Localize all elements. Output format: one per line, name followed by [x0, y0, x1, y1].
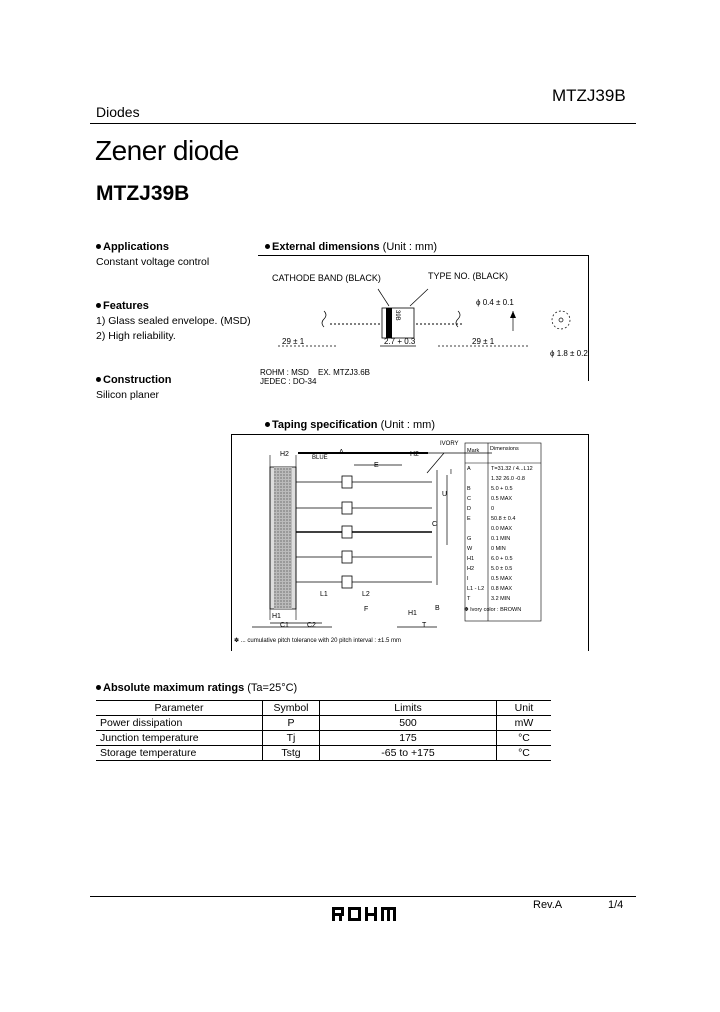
revision-label: Rev.A [533, 899, 563, 911]
ivory-label: IVORY [440, 441, 459, 447]
dim-l2: L2 [362, 591, 370, 598]
spec-row [465, 535, 541, 545]
spec-value: 1.32 26.0 -0.8 [491, 476, 525, 482]
body-marking: 39B [394, 310, 400, 321]
dim-h2-right: H2 [410, 451, 419, 458]
spec-mark: H1 [467, 556, 475, 562]
taping-diagram [231, 434, 589, 651]
spec-mark: C [467, 496, 471, 502]
spec-row [465, 515, 541, 525]
type-no-label: TYPE NO. (BLACK) [428, 271, 509, 281]
spec-value: 0.1 MIN [491, 536, 511, 542]
table-cell: Junction temperature [96, 731, 263, 746]
external-dimensions-diagram [258, 255, 589, 386]
table-cell: °C [497, 731, 552, 746]
dim-t: T [422, 622, 427, 629]
rohm-logo-icon [332, 907, 396, 921]
column-header: Parameter [96, 701, 263, 716]
table-cell: Power dissipation [96, 716, 263, 731]
applications-heading: Applications [96, 241, 169, 253]
features-item: 1) Glass sealed envelope. (MSD) [96, 315, 251, 327]
table-cell: °C [497, 746, 552, 761]
spec-value: T=31.32 / 4...L12 [491, 466, 533, 472]
dim-f: F [364, 606, 369, 613]
left-lead-dimension: 29 ± 1 [282, 337, 305, 346]
spec-mark: B [467, 486, 471, 492]
table-row [96, 746, 551, 761]
spec-value: 50.8 ± 0.4 [491, 516, 516, 522]
spec-mark: E [467, 516, 471, 522]
bullet-icon [96, 377, 101, 382]
dim-c: C [432, 521, 438, 528]
jedec-note: JEDEC : DO-34 [260, 377, 317, 386]
spec-row [465, 555, 541, 565]
table-cell: P [263, 716, 320, 731]
dim-e: E [374, 462, 379, 469]
taping-spec-table [465, 443, 541, 621]
spec-mark: I [467, 576, 469, 582]
table-row [96, 716, 551, 731]
spec-head-dim: Dimensions [490, 446, 519, 452]
spec-mark: L1 - L2 [467, 586, 485, 592]
bullet-icon [96, 303, 101, 308]
header-category: Diodes [96, 104, 140, 120]
page-subtitle: MTZJ39B [96, 182, 190, 205]
spec-row [465, 475, 541, 485]
spec-mark: D [467, 506, 471, 512]
ratings-heading: Absolute maximum ratings (Ta=25°C) [96, 682, 297, 694]
right-lead-dimension: 29 ± 1 [472, 337, 495, 346]
dim-h1-right: H1 [408, 610, 417, 617]
spec-row [465, 545, 541, 555]
dim-l1: L1 [320, 591, 328, 598]
spec-head-mark: Mark [467, 448, 480, 454]
dim-c1: C1 [280, 622, 289, 629]
table-cell: -65 to +175 [320, 746, 497, 761]
dim-h1-left: H1 [272, 613, 281, 620]
spec-mark: H2 [467, 566, 475, 572]
table-cell: mW [497, 716, 552, 731]
bullet-icon [265, 422, 270, 427]
bullet-icon [265, 244, 270, 249]
spec-mark: A [467, 466, 471, 472]
taping-note: ✽ ... cumulative pitch tolerance with 20 pitch interval : ±1.5 mm [234, 638, 402, 644]
spec-mark: G [467, 536, 472, 542]
table-cell: Tj [263, 731, 320, 746]
taping-heading: Taping specification (Unit : mm) [265, 419, 435, 431]
header-part-number: MTZJ39B [552, 86, 626, 105]
dim-b: B [435, 605, 440, 612]
table-cell: 500 [320, 716, 497, 731]
construction-heading: Construction [96, 374, 171, 386]
rohm-logo [332, 907, 396, 921]
example-note: EX. MTZJ3.6B [318, 368, 371, 377]
spec-row [465, 505, 541, 515]
spec-footnote: ✽ Ivory color : BROWN [464, 607, 522, 613]
spec-value: 5.0 ± 0.5 [491, 566, 513, 572]
spec-value: 0 MIN [491, 546, 506, 552]
rohm-code-note: ROHM : MSD [260, 368, 309, 377]
column-header: Unit [497, 701, 552, 716]
applications-text: Constant voltage control [96, 256, 210, 268]
table-cell: Tstg [263, 746, 320, 761]
footer-rule [90, 896, 636, 897]
features-heading: Features [96, 300, 149, 312]
dim-a: A [339, 449, 344, 456]
column-header: Limits [320, 701, 497, 716]
construction-text: Silicon planer [96, 389, 160, 401]
spec-row [465, 525, 541, 535]
table-cell: 175 [320, 731, 497, 746]
spec-value: 0.0 MAX [491, 526, 513, 532]
page-number: 1/4 [608, 899, 624, 911]
spec-row [465, 575, 541, 585]
spec-row [465, 565, 541, 575]
dim-u: U [442, 491, 448, 498]
spec-row [465, 585, 541, 595]
header-rule [90, 123, 636, 124]
body-length-dimension: 2.7 + 0.3 [384, 337, 416, 346]
column-header: Symbol [263, 701, 320, 716]
spec-row [465, 485, 541, 495]
dim-i: I [450, 469, 452, 476]
table-row [96, 731, 551, 746]
table-cell: Storage temperature [96, 746, 263, 761]
spec-mark: W [467, 546, 473, 552]
spec-mark: T [467, 596, 471, 602]
bullet-icon [96, 244, 101, 249]
spec-value: 5.0 + 0.5 [491, 486, 513, 492]
spec-row [465, 465, 541, 475]
spec-value: 0.5 MAX [491, 576, 513, 582]
spec-value: 0.8 MAX [491, 586, 513, 592]
page-title: Zener diode [95, 135, 239, 166]
body-diameter-dimension: ϕ 1.8 ± 0.2 [550, 349, 588, 358]
ratings-header-row [96, 701, 551, 716]
ratings-table [96, 700, 551, 761]
spec-value: 6.0 + 0.5 [491, 556, 513, 562]
spec-value: 0.5 MAX [491, 496, 513, 502]
blue-label: BLUE [312, 455, 328, 461]
spec-row [465, 495, 541, 505]
spec-row [465, 595, 541, 605]
cathode-band-label: CATHODE BAND (BLACK) [272, 273, 381, 283]
dim-h2-top: H2 [280, 451, 289, 458]
features-item: 2) High reliability. [96, 330, 176, 342]
spec-value: 0 [491, 506, 495, 512]
spec-value: 3.2 MIN [491, 596, 511, 602]
lead-diameter-label: ϕ 0.4 ± 0.1 [476, 298, 514, 307]
spec-rows [465, 465, 541, 605]
external-dimensions-heading: External dimensions (Unit : mm) [265, 241, 437, 253]
dim-c2: C2 [307, 622, 316, 629]
bullet-icon [96, 685, 101, 690]
